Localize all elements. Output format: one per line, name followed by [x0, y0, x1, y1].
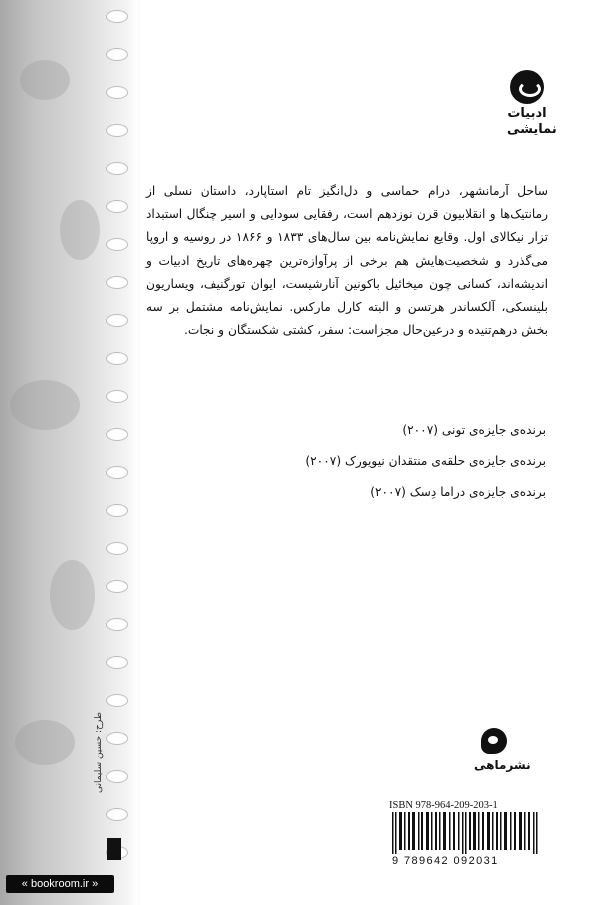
isbn-label: ISBN 978-964-209-203-1 [389, 800, 498, 811]
book-description: ساحل آرمانشهر، درام حماسی و دل‌انگیز تام استاپارد، داستان نسلی از رمانتیک‌ها و انقلابیون قرن نوزدهم است، رفقایی سودایی و اسیر چنگال استبداد تزار نیکالای اول. وقایع نمایش‌نامه بین سال‌های ۱۸۳۳ و ۱۸۶۶ در روسیه و اروپا می‌گذرد و شخصیت‌هایش هم برخی از پرآوازه‌ترین چهره‌های تاریخ ادبیات و اندیشه‌اند، کسانی چون میخائیل باکونین آنارشیست، ایوان تورگنیف، ویساریون بلینسکی، آلکساندر هرتسن و البته کارل مارکس. نمایش‌نامه مشتمل بر سه بخش درهم‌تنیده و درعین‌حال مجزاست: سفر، کشتی شکستگان و نجات. [146, 184, 548, 338]
publisher-logo-top [507, 70, 557, 137]
fish-logo-icon [481, 728, 507, 754]
designer-credit: طرح: حسین سلیمانی [94, 712, 104, 794]
publisher-name: نشرماهی [474, 758, 531, 772]
award-item: برنده‌ی جایزه‌ی دراما دِسک (۲۰۰۷) [370, 485, 546, 499]
publisher-line1: ادبیات [507, 106, 547, 121]
designer-signature-icon [107, 838, 121, 860]
award-item: برنده‌ی جایزه‌ی تونی (۲۰۰۷) [402, 423, 546, 437]
awards-list [146, 415, 546, 508]
watermark: « bookroom.ir » [6, 875, 114, 893]
publisher-mark-icon [510, 70, 544, 104]
publisher-line2: نمایشی [507, 122, 557, 137]
paper-edge [128, 0, 138, 905]
barcode-number: 9 789642 092031 [392, 855, 499, 867]
barcode-icon [392, 812, 538, 854]
award-item: برنده‌ی جایزه‌ی حلقه‌ی منتقدان نیویورک (۲۰۰۷) [305, 454, 546, 468]
publisher-logo-bottom [474, 728, 531, 772]
